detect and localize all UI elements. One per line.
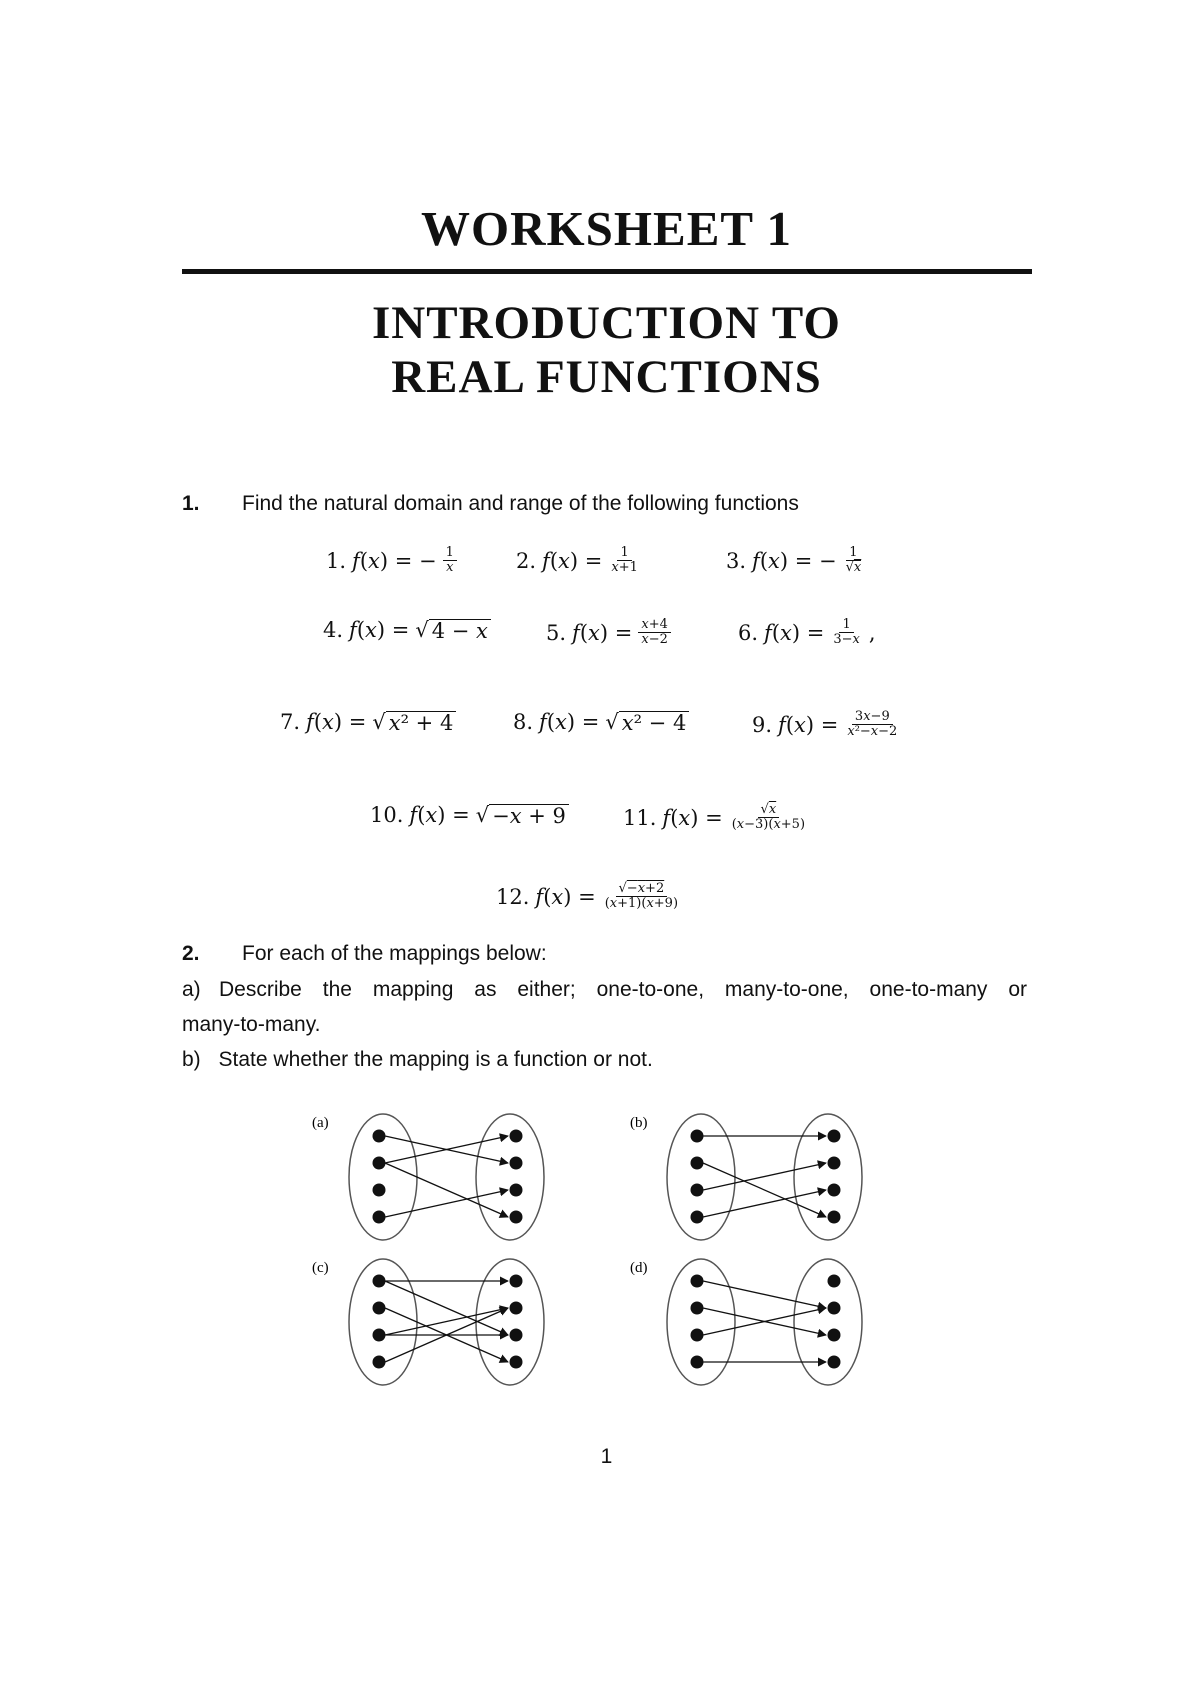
mapping-diagrams [300,1100,900,1400]
function-expression: f(x) = [409,803,470,827]
question-1-text: Find the natural domain and range of the following functions [242,492,799,515]
codomain-point [828,1184,841,1197]
function-expression: f(x) = [764,620,825,645]
part-a-line [182,978,1027,1002]
mapping-arrow [703,1163,826,1190]
codomain-set-ellipse [794,1114,862,1240]
mapping-arrow [703,1163,826,1217]
title-rule [182,269,1032,274]
page-subtitle [0,296,1200,404]
codomain-point [828,1275,841,1288]
function-item-9 [752,710,900,739]
diagram-label: (d) [630,1260,648,1276]
item-number: 9. [752,712,773,737]
function-item-2 [516,546,641,575]
domain-point [373,1302,386,1315]
mapping-arrow [703,1281,826,1308]
function-expression: f(x) = [306,710,367,734]
domain-point [691,1329,704,1342]
function-expression: f(x) = [349,618,410,642]
part-a-text: Describe the mapping as either; one-to-one, many-to-one, one-to-many or [219,978,1027,1001]
mapping-arrow [385,1163,508,1217]
fraction: $\frac{1}{x}$ [443,546,457,575]
mapping-arrow [703,1190,826,1217]
mapping-diagram-2 [630,1114,862,1240]
square-root: √ x² + 4 [372,710,456,734]
mapping-arrow [385,1308,508,1335]
function-item-5 [546,618,671,647]
codomain-point [510,1329,523,1342]
codomain-point [510,1211,523,1224]
item-number: 12. [496,884,530,909]
fraction: $\frac{√-x+2}{(x+1)(x+9)}$ [604,881,679,911]
codomain-point [510,1130,523,1143]
part-b-text: State whether the mapping is a function or not. [218,1048,653,1071]
item-number: 1. [326,548,347,573]
function-expression: f(x) = [662,805,723,830]
function-expression: f(x) = − [352,548,437,573]
page-title: WORKSHEET 1 [421,201,792,256]
domain-point [373,1157,386,1170]
fraction: $\frac{1}{3-x}$ [833,617,860,647]
function-item-6: 6. f(x) = $\frac{1}{3-x}$ , [738,617,876,647]
part-b-label: b) [182,1048,201,1071]
part-a-label: a) [182,978,201,1001]
function-expression: f(x) = [539,710,600,734]
item-number: 8. [513,710,534,734]
part-b-line [182,1048,653,1072]
function-item-4 [323,618,491,642]
codomain-point [828,1130,841,1143]
mapping-arrow [385,1281,508,1335]
fraction: $\frac{1}{x+1}$ [611,545,638,575]
codomain-point [828,1329,841,1342]
codomain-point [828,1157,841,1170]
mapping-diagram-3 [312,1259,544,1385]
diagram-label: (a) [312,1115,329,1131]
domain-point [691,1130,704,1143]
domain-point [691,1211,704,1224]
part-a-continuation: many-to-many. [182,1013,321,1036]
function-expression: f(x) = [542,548,603,573]
domain-point [691,1302,704,1315]
fraction: $\frac{x+4}{x-2}$ [638,618,671,647]
codomain-point [510,1356,523,1369]
codomain-point [510,1302,523,1315]
square-root: √ −x + 9 [476,803,569,827]
function-item-8 [513,710,689,734]
subtitle-line-1: INTRODUCTION TO [371,297,841,349]
item-number: 2. [516,548,537,573]
subtitle-line-2: REAL FUNCTIONS [391,351,822,403]
function-item-3 [726,546,864,575]
item-number: 6. [738,620,759,645]
codomain-set-ellipse [476,1259,544,1385]
mapping-diagram-1 [312,1114,544,1240]
domain-point [373,1130,386,1143]
item-number: 4. [323,618,344,642]
diagram-label: (b) [630,1115,648,1131]
domain-point [691,1356,704,1369]
item-number: 10. [370,803,404,827]
item-number: 11. [623,805,657,830]
square-root: √ 4 − x [415,618,491,642]
function-expression: f(x) = [572,620,633,645]
question-2-number: 2. [182,942,200,965]
domain-point [373,1211,386,1224]
domain-point [691,1275,704,1288]
domain-point [691,1184,704,1197]
fraction: $\frac{√x}{(x-3)(x+5)}$ [731,802,806,832]
function-expression: f(x) = [778,712,839,737]
fraction: $\frac{1}{√x}$ [845,545,862,575]
codomain-point [828,1211,841,1224]
question-1-number: 1. [182,492,200,515]
codomain-point [510,1157,523,1170]
square-root: √ x² − 4 [605,710,689,734]
function-expression: f(x) = − [752,548,837,573]
codomain-point [510,1275,523,1288]
domain-point [373,1356,386,1369]
function-item-12 [496,882,681,911]
domain-point [373,1329,386,1342]
domain-point [691,1157,704,1170]
item-number: 7. [280,710,301,734]
function-item-7 [280,710,456,734]
codomain-point [828,1302,841,1315]
diagram-label: (c) [312,1260,329,1276]
domain-point [373,1184,386,1197]
fraction: $\frac{3x-9}{\text{x²−x−2}}$ [847,709,898,739]
function-expression: f(x) = [535,884,596,909]
codomain-set-ellipse [476,1114,544,1240]
question-2-text: For each of the mappings below: [242,942,547,965]
codomain-point [828,1356,841,1369]
item-number: 5. [546,620,567,645]
mapping-arrow [385,1190,508,1217]
codomain-set-ellipse [794,1259,862,1385]
function-item-1 [326,546,457,575]
codomain-point [510,1184,523,1197]
item-number: 3. [726,548,747,573]
domain-point [373,1275,386,1288]
function-item-11 [623,803,808,832]
mapping-diagram-4 [630,1259,862,1385]
function-item-10 [370,803,569,827]
page-number: 1 [600,1445,613,1468]
